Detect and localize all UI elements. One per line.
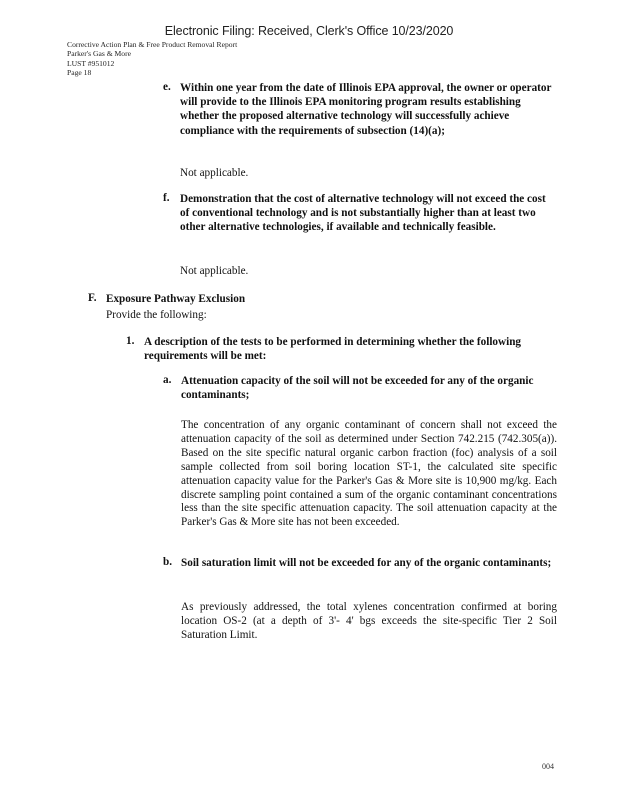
item-1b-letter: b. (163, 556, 173, 568)
item-1a-response: The concentration of any organic contaminant of concern shall not exceed the attenuation capacity of the soil as determined under Section 742.215 (742.305(a)). Based on the site specific natural organic carbon fraction (foc) analysis of a soil sample collected from soil boring location ST-1, the calculated site specific attenuation capacity value for the Parker's Gas & More site is 10,900 mg/kg. Each discrete sampling point contained a sum of the organic contaminant concentrations less than the site specific attenuation capacity. The soil attenuation capacity at the Parker's Gas & More site has not been exceeded. (181, 419, 557, 529)
item-1-text: A description of the tests to be performed in determining whether the following requirements will be met: (144, 336, 522, 363)
section-f-letter: F. (88, 292, 97, 304)
section-f-intro: Provide the following: (106, 309, 207, 321)
item-1b-text: Soil saturation limit will not be exceeded for any of the organic contaminants; (181, 557, 552, 569)
item-f-response: Not applicable. (180, 265, 249, 277)
item-f-letter: f. (163, 192, 170, 204)
header-site-name: Parker's Gas & More (67, 49, 132, 59)
electronic-filing-stamp: Electronic Filing: Received, Clerk's Office 10/23/2020 (164, 24, 454, 38)
header-lust-number: LUST #951012 (67, 58, 115, 68)
section-f-title: Exposure Pathway Exclusion (106, 293, 246, 305)
item-1a-letter: a. (163, 374, 172, 386)
item-e-response: Not applicable. (180, 167, 249, 179)
header-report-title: Corrective Action Plan & Free Product Removal Report (67, 40, 238, 49)
item-e-letter: e. (163, 81, 171, 93)
item-f-text: Demonstration that the cost of alternative technology will not exceed the cost of conventional technology and is not substantially higher than at least two other alternative technologies, if available and technically feasible. (180, 193, 546, 234)
item-1-number: 1. (126, 335, 135, 347)
document-header (67, 40, 237, 78)
item-1b-response: As previously addressed, the total xylenes concentration confirmed at boring location OS-2 (at a depth of 3'- 4' bgs exceeds the site-specific Tier 2 Soil Saturation Limit. (181, 601, 557, 641)
header-page-number: Page 18 (67, 68, 92, 78)
item-1a-text: Attenuation capacity of the soil will not be exceeded for any of the organic contaminants; (181, 375, 534, 402)
item-e-text: Within one year from the date of Illinois EPA approval, the owner or operator will provide to the Illinois EPA monitoring program results establishing whether the proposed alternative technology will successfully achieve compliance with the requirements of subsection (14)(a); (180, 82, 552, 137)
footer-page-mark: 004 (542, 762, 554, 771)
